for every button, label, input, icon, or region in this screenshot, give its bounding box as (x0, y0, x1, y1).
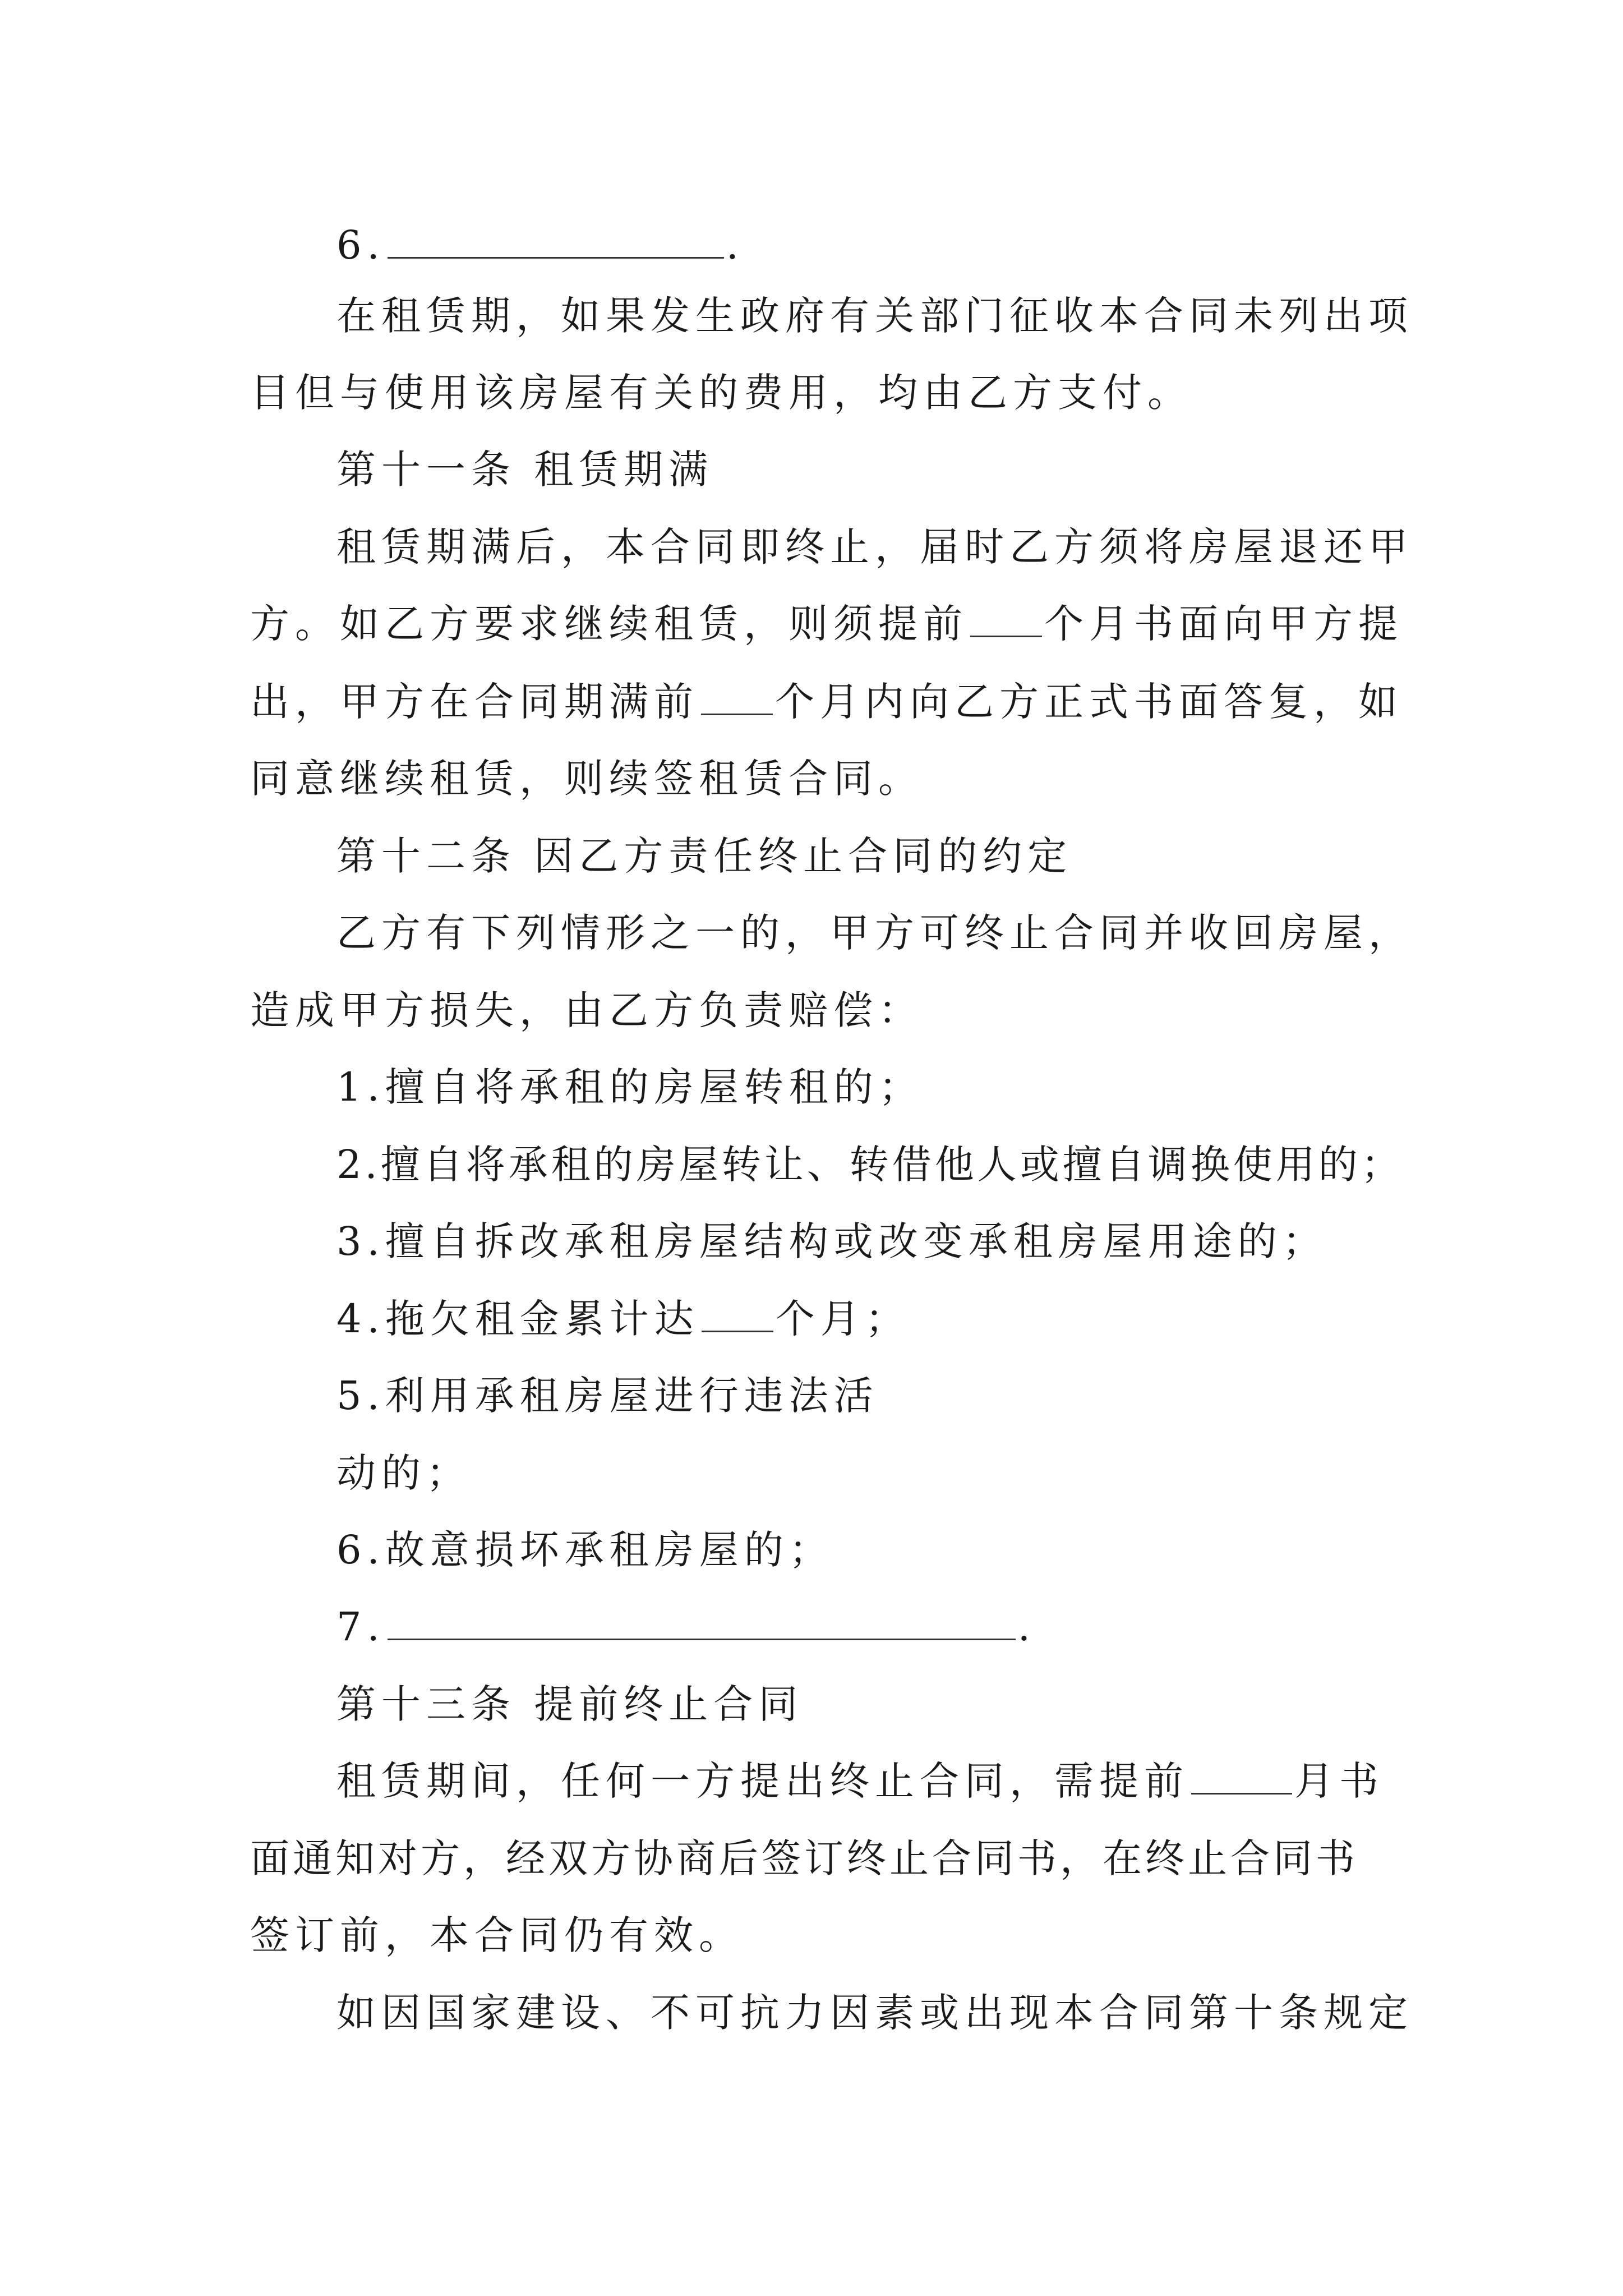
list-item (336, 1527, 834, 1572)
item-suffix: . (1017, 1604, 1036, 1650)
line-text: 出，甲方在合同期满前 (250, 679, 699, 725)
heading-text: 第十一条 租赁期满 (336, 447, 714, 493)
item-number: 6. (336, 222, 385, 268)
article-heading-12 (336, 834, 1072, 878)
line-text: 个月书面向甲方提 (1044, 601, 1403, 647)
line-text: 3.擅自拆改承租房屋结构或改变承租房屋用途的； (336, 1218, 1327, 1264)
paragraph-line (250, 679, 1403, 724)
line-text: 6.故意损坏承租房屋的； (336, 1527, 834, 1573)
line-text: 1.擅自将承租的房屋转租的； (336, 1064, 924, 1110)
line-text: 如因国家建设、不可抗力因素或出现本合同第十条规定 (336, 1990, 1413, 2036)
fill-in-blank[interactable] (701, 682, 773, 715)
paragraph-line (336, 524, 1413, 569)
paragraph-line (250, 601, 1403, 646)
item-suffix: . (726, 222, 745, 268)
line-text: 个月； (775, 1296, 910, 1342)
line-text: 目但与使用该房屋有关的费用，均由乙方支付。 (250, 370, 1192, 416)
paragraph-line (336, 293, 1413, 338)
line-text: 月书 (1294, 1758, 1384, 1804)
fill-in-blank[interactable] (702, 1299, 773, 1332)
paragraph-line (250, 756, 923, 801)
line-text: 造成甲方损失，由乙方负责赔偿： (250, 987, 923, 1033)
list-item (336, 1142, 1404, 1187)
fill-in-blank[interactable] (388, 226, 724, 259)
line-text: 方。如乙方要求继续租赁，则须提前 (250, 601, 968, 647)
line-text: 在租赁期，如果发生政府有关部门征收本合同未列出项 (336, 293, 1413, 339)
paragraph-line (250, 1913, 744, 1958)
fill-in-blank[interactable] (1191, 1761, 1292, 1795)
fill-in-blank[interactable] (970, 604, 1042, 637)
clause-item-6 (336, 223, 744, 268)
line-text: 面通知对方，经双方协商后签订终止合同书，在终止合同书 (250, 1835, 1358, 1881)
line-text: 动的； (336, 1450, 471, 1496)
list-item (336, 1296, 910, 1341)
paragraph-line (336, 1990, 1413, 2035)
list-item (336, 1219, 1327, 1264)
list-item (336, 1065, 924, 1110)
line-text: 乙方有下列情形之一的，甲方可终止合同并收回房屋， (336, 910, 1413, 956)
line-text: 签订前，本合同仍有效。 (250, 1912, 744, 1958)
paragraph-line (250, 1836, 1358, 1881)
paragraph-line (250, 370, 1192, 415)
clause-item-7 (336, 1604, 1036, 1649)
article-heading-11 (336, 447, 713, 492)
fill-in-blank[interactable] (388, 1607, 1016, 1640)
line-text: 5.利用承租房屋进行违法活 (336, 1373, 879, 1419)
line-text: 同意继续租赁，则续签租赁合同。 (250, 756, 923, 802)
paragraph-line (336, 910, 1413, 955)
paragraph-line (250, 988, 923, 1033)
line-text: 租赁期间，任何一方提出终止合同，需提前 (336, 1758, 1189, 1804)
item-number: 7. (336, 1604, 385, 1650)
paragraph-line (336, 1759, 1384, 1803)
line-text: 2.擅自将承租的房屋转让、转借他人或擅自调换使用的； (336, 1142, 1404, 1188)
line-text: 个月内向乙方正式书面答复，如 (775, 679, 1403, 725)
heading-text: 第十二条 因乙方责任终止合同的约定 (336, 833, 1073, 879)
line-text: 租赁期满后，本合同即终止，届时乙方须将房屋退还甲 (336, 524, 1413, 570)
list-item (336, 1373, 879, 1418)
list-item-continuation (336, 1451, 471, 1496)
line-text: 4.拖欠租金累计达 (336, 1296, 699, 1342)
heading-text: 第十三条 提前终止合同 (336, 1681, 804, 1727)
article-heading-13 (336, 1682, 803, 1727)
